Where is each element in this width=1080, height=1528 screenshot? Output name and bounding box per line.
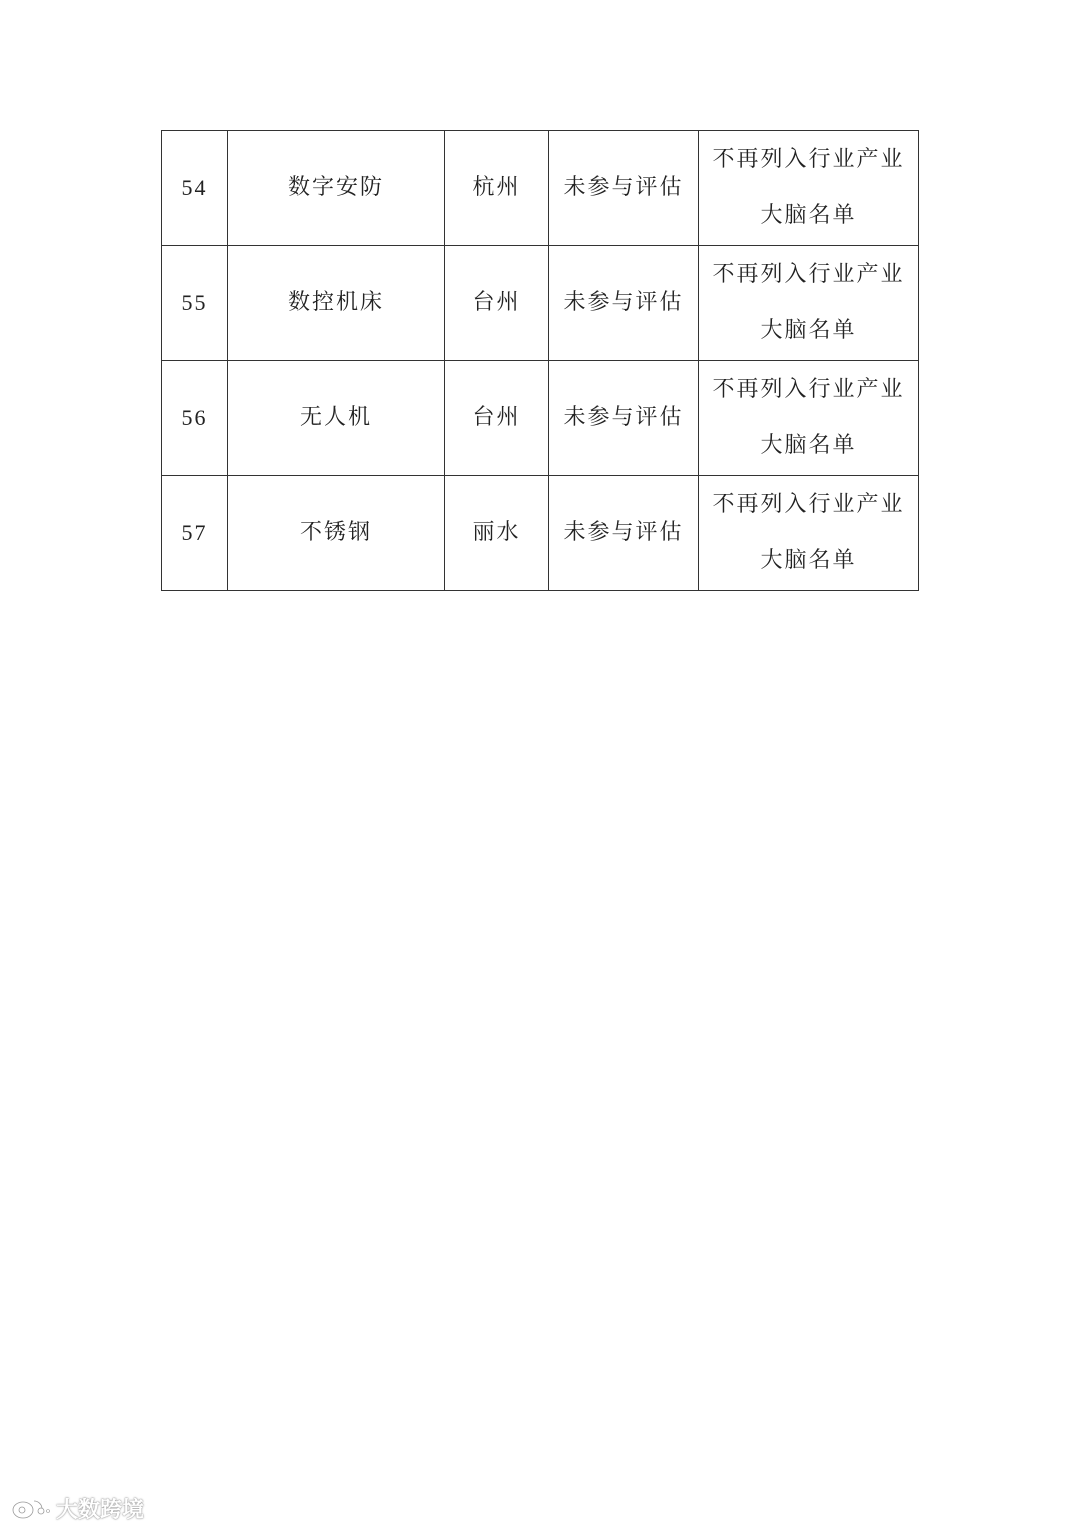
evaluation-status: 未参与评估 (549, 476, 699, 591)
result-text: 不再列入行业产业大脑名单 (712, 377, 905, 458)
result-cell (699, 476, 919, 591)
result-cell (699, 361, 919, 476)
row-number: 57 (162, 476, 228, 591)
city-name: 丽水 (445, 476, 549, 591)
table-row (162, 246, 919, 361)
weibo-logo-icon (10, 1495, 50, 1521)
evaluation-status: 未参与评估 (549, 246, 699, 361)
city-name: 杭州 (445, 131, 549, 246)
industry-brain-table (161, 130, 919, 591)
row-number: 54 (162, 131, 228, 246)
evaluation-status: 未参与评估 (549, 361, 699, 476)
industry-name: 数控机床 (228, 246, 445, 361)
table-row (162, 476, 919, 591)
row-number: 55 (162, 246, 228, 361)
result-cell (699, 131, 919, 246)
watermark-text: 大数跨境 (56, 1497, 145, 1523)
city-name: 台州 (445, 361, 549, 476)
industry-name: 无人机 (228, 361, 445, 476)
result-text: 不再列入行业产业大脑名单 (712, 492, 905, 573)
watermark (10, 1490, 144, 1526)
result-cell (699, 246, 919, 361)
table-row (162, 361, 919, 476)
industry-name: 数字安防 (228, 131, 445, 246)
row-number: 56 (162, 361, 228, 476)
result-text: 不再列入行业产业大脑名单 (712, 147, 905, 228)
table-row (162, 131, 919, 246)
city-name: 台州 (445, 246, 549, 361)
result-text: 不再列入行业产业大脑名单 (712, 262, 905, 343)
industry-name: 不锈钢 (228, 476, 445, 591)
evaluation-status: 未参与评估 (549, 131, 699, 246)
